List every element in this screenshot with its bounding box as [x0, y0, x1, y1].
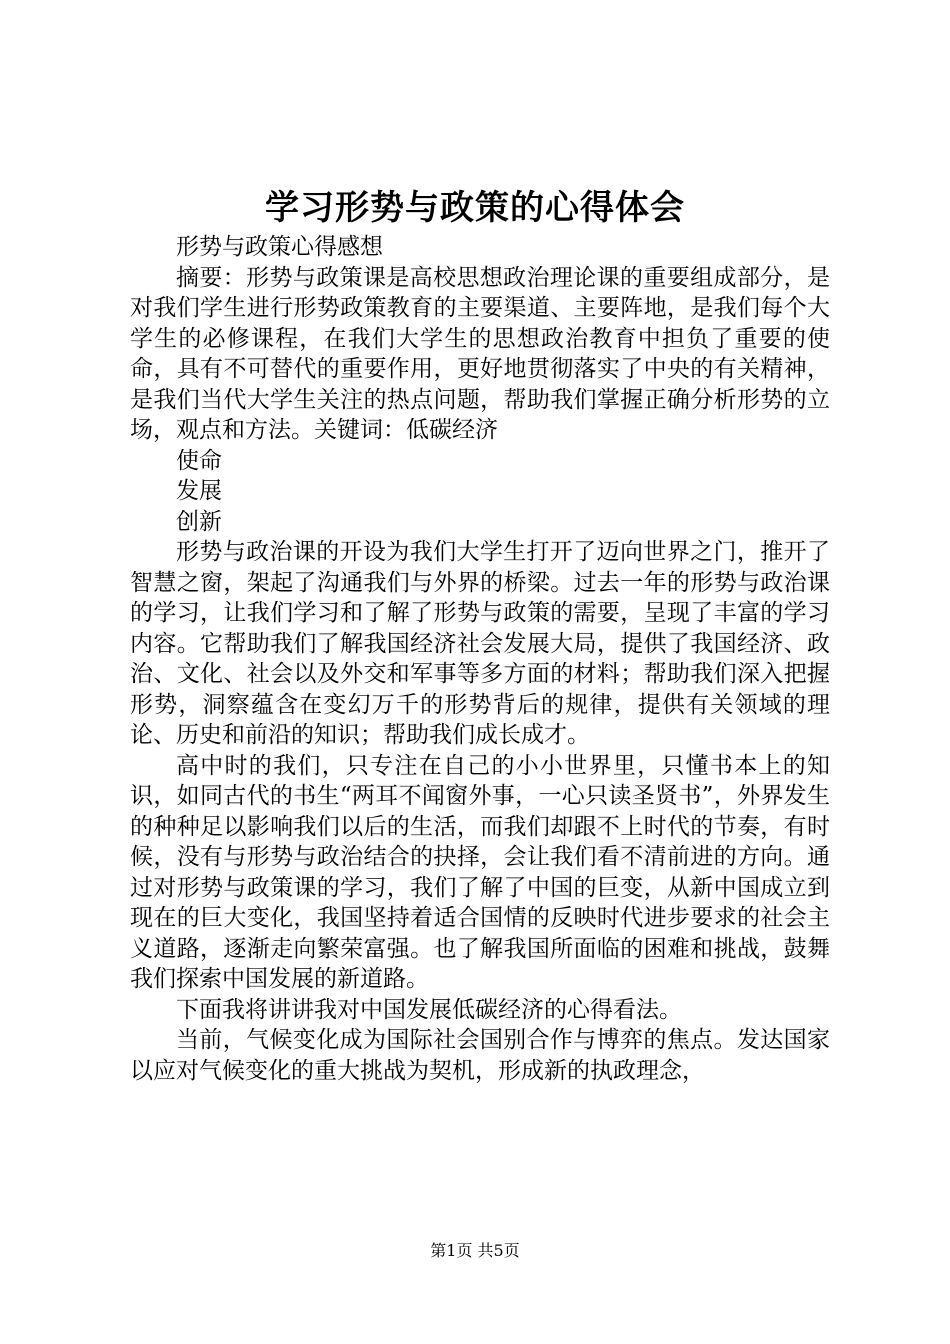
paragraph-abstract: 摘要：形势与政策课是高校思想政治理论课的重要组成部分，是对我们学生进行形势政策教育的主要渠道、主要阵地，是我们每个大学生的必修课程，在我们大学生的思想政治教育中担负了重要的使命，具有不可替代的重要作用，更好地贯彻落实了中央的有关精神，是我们当代大学生关注的热点问题，帮助我们掌握正确分析形势的立场，观点和方法。关键词：低碳经济 — [130, 264, 830, 443]
document-title: 学习形势与政策的心得体会 — [265, 188, 685, 228]
paragraph-subtitle: 形势与政策心得感想 — [176, 234, 383, 260]
keyword-innovation: 创新 — [176, 508, 222, 535]
paragraph-transition: 下面我将讲讲我对中国发展低碳经济的心得看法。 — [176, 996, 682, 1023]
page-footer: 第1页 共5页 — [430, 1241, 520, 1260]
paragraph-climate: 当前，气候变化成为国际社会国别合作与博弈的焦点。发达国家以应对气候变化的重大挑战为契机，形成新的执政理念， — [130, 1027, 830, 1084]
keyword-development: 发展 — [176, 478, 222, 504]
keyword-mission: 使命 — [176, 447, 222, 474]
paragraph-high-school: 高中时的我们，只专注在自己的小小世界里，只懂书本上的知识，如同古代的书生“两耳不闻窗外事，一心只读圣贤书”，外界发生的种种足以影响我们以后的生活，而我们却跟不上时代的节奏，有时候，没有与形势与政治结合的抉择，会让我们看不清前进的方向。通过对形势与政策课的学习，我们了解了中国的巨变，从新中国成立到现在的巨大变化，我国坚持着适合国情的反映时代进步要求的社会主义道路，逐渐走向繁荣富强。也了解我国所面临的困难和挑战，鼓舞我们探索中国发展的新道路。 — [130, 752, 830, 992]
document-body — [130, 232, 830, 1086]
paragraph-course-intro: 形势与政治课的开设为我们大学生打开了迈向世界之门，推开了智慧之窗，架起了沟通我们与外界的桥梁。过去一年的形势与政治课的学习，让我们学习和了解了形势与政策的需要，呈现了丰富的学习内容。它帮助我们了解我国经济社会发展大局，提供了我国经济、政治、文化、社会以及外交和军事等多方面的材料；帮助我们深入把握形势，洞察蕴含在变幻万千的形势背后的规律，提供有关领域的理论、历史和前沿的知识；帮助我们成长成才。 — [130, 539, 830, 748]
